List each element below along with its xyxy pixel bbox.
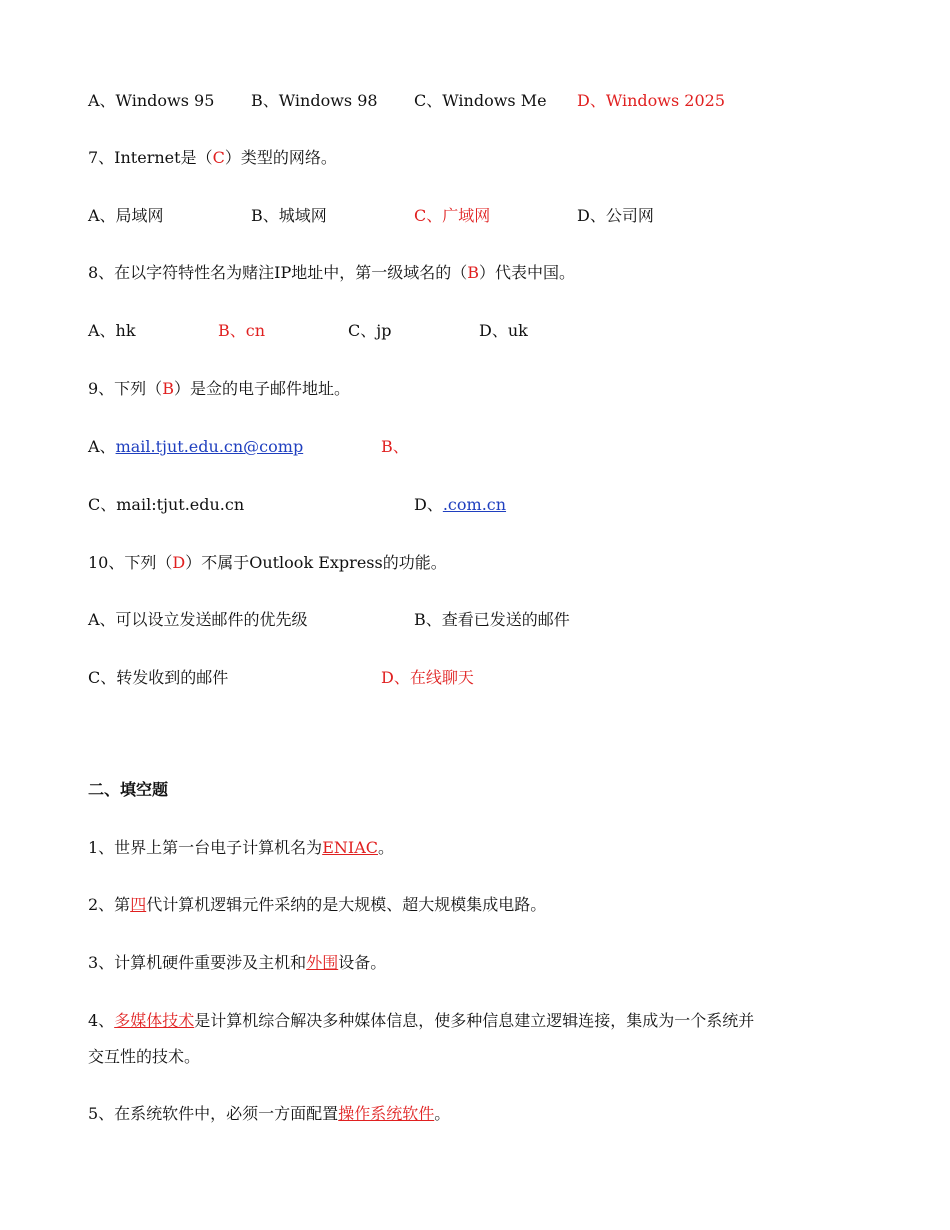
fill-1-post: 。 bbox=[377, 838, 394, 857]
q9-question bbox=[88, 378, 350, 400]
q9-option-d-link[interactable]: .com.cn bbox=[442, 495, 507, 514]
fill-1-pre: 1、世界上第一台电子计算机名为 bbox=[88, 838, 323, 857]
q9-option-a-prefix: A、 bbox=[88, 437, 116, 456]
q7-answer: C bbox=[212, 148, 225, 167]
q10-question bbox=[88, 552, 447, 574]
q10-option-c: C、转发收到的邮件 bbox=[88, 668, 229, 687]
q10-option-b: B、查看已发送的邮件 bbox=[414, 610, 570, 629]
q9-text-pre: 9、下列（ bbox=[88, 379, 163, 398]
fill-4 bbox=[88, 1010, 754, 1032]
fill-5-pre: 5、在系统软件中，必须一方面配置 bbox=[88, 1104, 339, 1123]
q7-option-c-correct: C、广域网 bbox=[414, 206, 491, 225]
q7-option-b: B、城域网 bbox=[251, 206, 327, 225]
fill-1 bbox=[88, 837, 394, 859]
q7-text-pre: 7、Internet是（ bbox=[88, 148, 213, 167]
fill-1-answer: ENIAC bbox=[322, 838, 378, 857]
q8-answer: B bbox=[467, 263, 480, 282]
q9-option-d bbox=[414, 494, 506, 516]
q10-option-a: A、可以设立发送邮件的优先级 bbox=[88, 610, 308, 629]
q6-option-a: A、Windows 95 bbox=[88, 91, 215, 110]
q10-answer: D bbox=[172, 553, 186, 572]
fill-3-pre: 3、计算机硬件重要涉及主机和 bbox=[88, 953, 307, 972]
fill-2-pre: 2、第 bbox=[88, 895, 131, 914]
q8-option-c: C、jp bbox=[348, 321, 392, 340]
q9-option-d-prefix: D、 bbox=[414, 495, 443, 514]
q9-text-post: ）是佥的电子邮件地址。 bbox=[173, 379, 350, 398]
fill-3 bbox=[88, 952, 386, 974]
fill-2-post: 代计算机逻辑元件采纳的是大规模、超大规模集成电路。 bbox=[146, 895, 547, 914]
q7-option-d: D、公司网 bbox=[577, 206, 654, 225]
fill-3-answer: 外围 bbox=[306, 953, 339, 972]
fill-4-pre: 4、 bbox=[88, 1011, 115, 1030]
q9-option-a bbox=[88, 436, 303, 458]
q8-question bbox=[88, 262, 575, 284]
fill-3-post: 设备。 bbox=[338, 953, 387, 972]
fill-2-answer: 四 bbox=[130, 895, 147, 914]
q9-option-b-correct: B、 bbox=[381, 437, 409, 456]
q6-option-b: B、Windows 98 bbox=[251, 91, 378, 110]
q8-option-d: D、uk bbox=[479, 321, 528, 340]
q8-text-pre: 8、在以字符特性名为赌注IP地址中，第一级域名的（ bbox=[88, 263, 468, 282]
fill-2 bbox=[88, 894, 546, 916]
fill-4-line-2: 交互性的技术。 bbox=[88, 1047, 201, 1066]
q7-option-a: A、局域网 bbox=[88, 206, 164, 225]
q10-option-d-correct: D、在线聊天 bbox=[381, 668, 474, 687]
fill-5-post: 。 bbox=[434, 1104, 451, 1123]
q8-text-post: ）代表中国。 bbox=[479, 263, 576, 282]
q10-text-pre: 10、下列（ bbox=[88, 553, 173, 572]
fill-4-post: 是计算机综合解决多种媒体信息，使多种信息建立逻辑连接，集成为一个系统并 bbox=[194, 1011, 755, 1030]
q6-option-d-correct: D、Windows 2025 bbox=[577, 91, 726, 110]
section-heading-fill-in: 二、填空题 bbox=[88, 780, 169, 799]
q8-option-a: A、hk bbox=[88, 321, 136, 340]
fill-4-answer: 多媒体技术 bbox=[114, 1011, 195, 1030]
q7-question bbox=[88, 147, 337, 169]
q7-text-post: ）类型的网络。 bbox=[224, 148, 337, 167]
q10-text-post: ）不属于Outlook Express的功能。 bbox=[185, 553, 447, 572]
fill-5-answer: 操作系统软件 bbox=[338, 1104, 435, 1123]
q6-option-c: C、Windows Me bbox=[414, 91, 547, 110]
q8-option-b-correct: B、cn bbox=[218, 321, 266, 340]
q9-option-a-link[interactable]: mail.tjut.edu.cn@comp bbox=[115, 437, 304, 456]
q9-option-c: C、mail:tjut.edu.cn bbox=[88, 495, 245, 514]
fill-5 bbox=[88, 1103, 450, 1125]
q9-answer: B bbox=[162, 379, 174, 398]
